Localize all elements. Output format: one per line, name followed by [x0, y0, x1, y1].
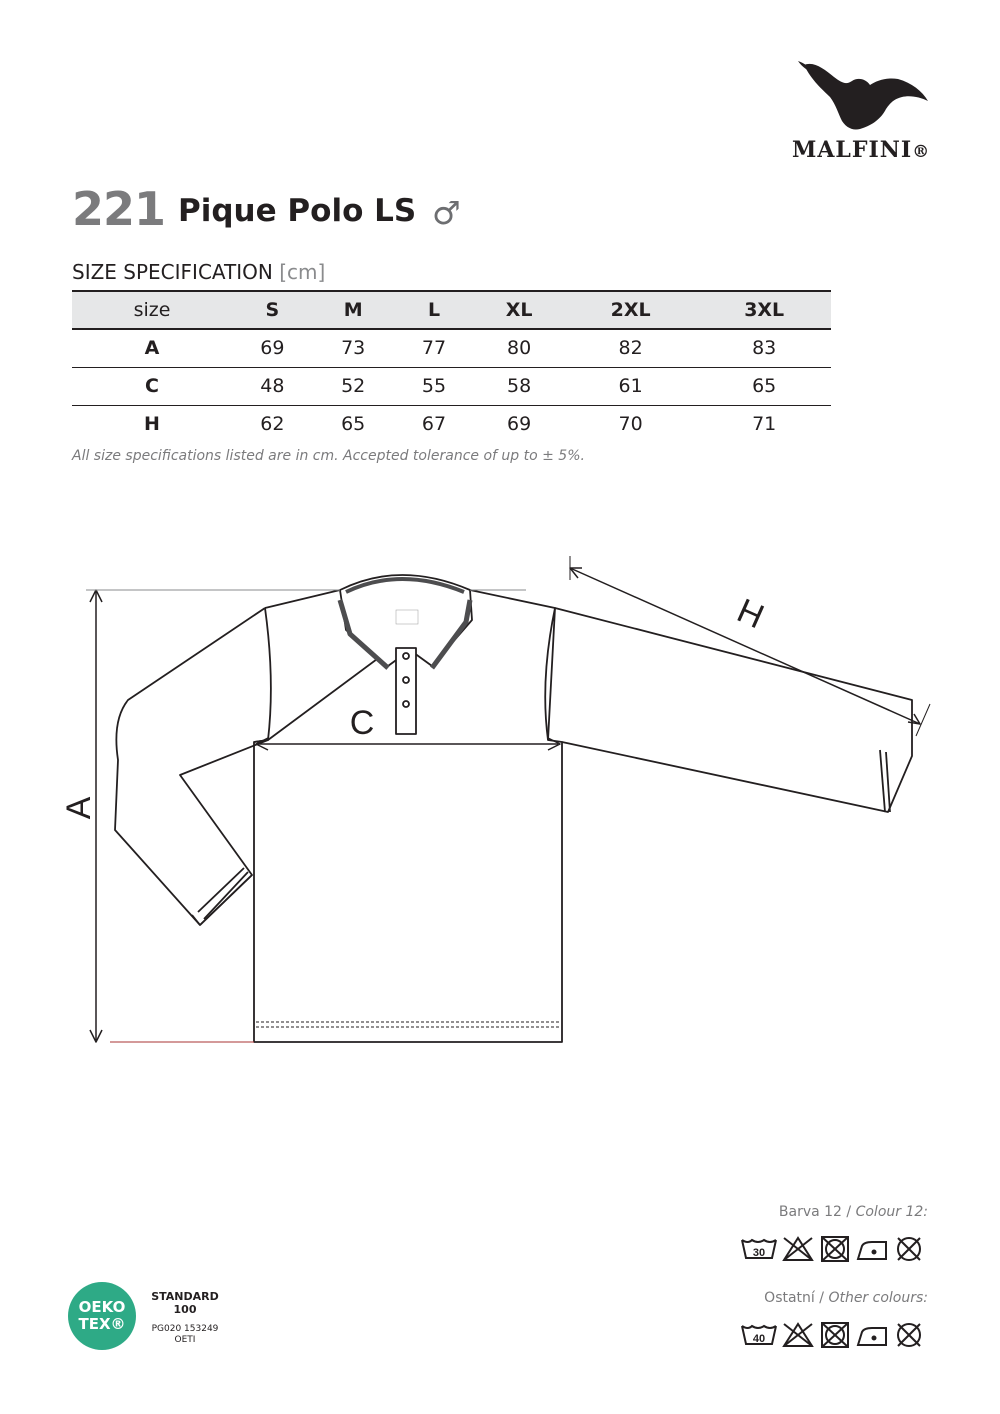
header-size: 3XL [697, 291, 831, 329]
right-sleeve [555, 608, 912, 812]
oeko-tex-badge [68, 1282, 238, 1352]
table-cell: 62 [260, 413, 285, 436]
care-label-other: Ostatní / Other colours: [764, 1290, 928, 1306]
care-symbols-other [740, 1320, 928, 1350]
product-name: Pique Polo LS [178, 193, 417, 229]
wash-icon [742, 1326, 776, 1345]
measure-label-a: A [60, 796, 98, 820]
left-sleeve [115, 608, 268, 925]
iron-low-icon [858, 1242, 886, 1259]
row-label: H [144, 413, 160, 436]
header-size: L [394, 291, 475, 329]
oeko-certificate-code: PG020 153249 OETI [151, 1324, 219, 1345]
table-cell: 58 [474, 367, 563, 405]
oeko-standard: STANDARD 100 [151, 1290, 219, 1316]
measure-label-c: C [349, 704, 375, 742]
table-cell: 52 [313, 367, 394, 405]
table-cell: 77 [394, 329, 475, 367]
table-cell: 82 [564, 329, 698, 367]
size-spec-title [72, 260, 325, 284]
tolerance-note: All size specifications listed are in cm. Accepted tolerance of up to ± 5%. [72, 448, 585, 464]
table-cell: 83 [697, 329, 831, 367]
header-size-label: size [72, 291, 232, 329]
no-bleach-icon [784, 1238, 812, 1260]
wash-icon [742, 1240, 776, 1259]
care-label-colour12: Barva 12 / Colour 12: [778, 1204, 928, 1220]
male-gender-icon: ♂ [432, 194, 461, 232]
table-cell: 65 [341, 413, 366, 436]
iron-low-icon [858, 1328, 886, 1345]
table-cell: 61 [564, 367, 698, 405]
measure-label-h: H [731, 591, 770, 637]
table-cell: 80 [474, 329, 563, 367]
table-cell: 48 [232, 367, 313, 405]
row-label: C [72, 367, 232, 405]
eagle-icon [794, 55, 934, 135]
no-tumble-dry-icon [822, 1237, 848, 1261]
table-cell: 69 [232, 329, 313, 367]
header-size: 2XL [564, 291, 698, 329]
no-tumble-dry-icon [822, 1323, 848, 1347]
svg-text:40: 40 [752, 1333, 766, 1345]
table-cell: 71 [752, 413, 777, 436]
garment-diagram [0, 540, 1000, 1060]
no-dry-clean-icon [898, 1238, 920, 1260]
table-cell: 70 [618, 413, 643, 436]
table-row [72, 329, 831, 367]
product-code: 221 [72, 182, 166, 236]
table-row [72, 405, 831, 443]
table-cell: 69 [507, 413, 532, 436]
table-cell: 73 [313, 329, 394, 367]
oeko-tex-logo: OEKO TEX® [68, 1282, 136, 1350]
care-symbols-colour12 [740, 1234, 928, 1264]
size-table [72, 290, 831, 443]
table-cell: 55 [394, 367, 475, 405]
svg-text:30: 30 [752, 1247, 766, 1259]
size-spec-unit: [cm] [279, 260, 326, 284]
table-cell: 65 [697, 367, 831, 405]
no-dry-clean-icon [898, 1324, 920, 1346]
table-header-row [72, 291, 831, 329]
header-size: XL [474, 291, 563, 329]
header-size: M [313, 291, 394, 329]
row-label: A [72, 329, 232, 367]
size-spec-heading: SIZE SPECIFICATION [72, 260, 273, 284]
no-bleach-icon [784, 1324, 812, 1346]
table-row [72, 367, 831, 405]
header-size: S [232, 291, 313, 329]
malfini-logo [786, 55, 936, 165]
brand-wordmark: MALFINI® [792, 137, 931, 163]
table-cell: 67 [421, 413, 447, 436]
